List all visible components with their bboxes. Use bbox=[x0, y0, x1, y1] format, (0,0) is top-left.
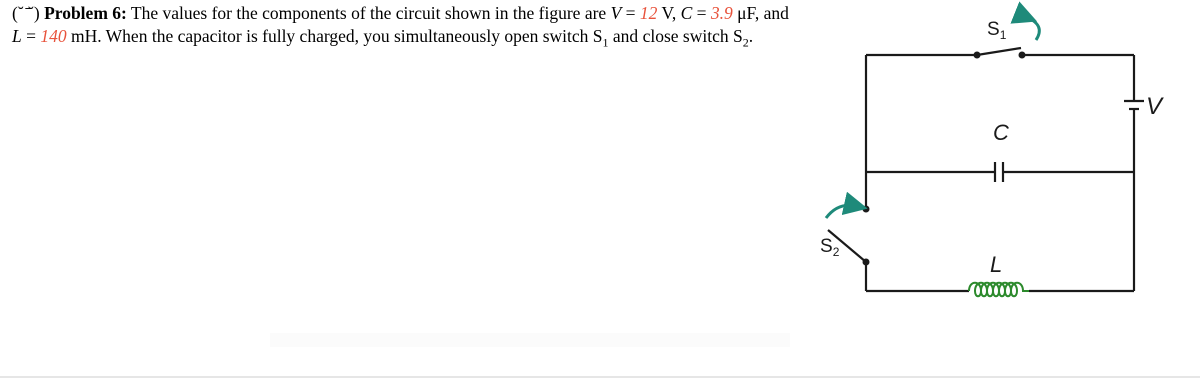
var-l: L bbox=[12, 25, 22, 46]
circuit-wires bbox=[828, 48, 1144, 291]
unit-v: V, bbox=[661, 3, 677, 23]
label-l: L bbox=[990, 252, 1003, 277]
switch-s2-contact-top bbox=[863, 206, 870, 213]
inductor-coil bbox=[969, 283, 1029, 297]
value-c: 3.9 bbox=[710, 3, 733, 23]
bottom-divider bbox=[0, 376, 1200, 378]
word-and: and bbox=[612, 25, 639, 46]
problem-heading: Problem 6: bbox=[44, 3, 127, 23]
value-v: 12 bbox=[639, 3, 658, 23]
switch-s1-arrow bbox=[1026, 17, 1039, 40]
switch-s2-contact-bottom bbox=[863, 259, 870, 266]
switch-s1-blade bbox=[977, 48, 1021, 55]
var-v: V bbox=[610, 3, 622, 23]
unit-l: mH. When the capacitor is fully charged, you simultaneously open switch S bbox=[70, 25, 603, 46]
sub-s2: 2 bbox=[742, 35, 749, 49]
value-l: 140 bbox=[40, 25, 67, 46]
unit-c: μF, and bbox=[737, 3, 789, 23]
problem-intro: The values for the components of the circuit shown in the figure are bbox=[130, 3, 607, 23]
label-v: V bbox=[1146, 93, 1163, 120]
label-s1: $S_1$ bbox=[987, 19, 1007, 42]
period: . bbox=[748, 25, 754, 46]
problem-face: (˘ ̄˘) bbox=[12, 3, 40, 23]
sub-s1: 1 bbox=[602, 35, 609, 49]
var-c: C bbox=[680, 3, 693, 23]
switch-s1-contact-left bbox=[974, 52, 981, 59]
switch-s2-arrow bbox=[826, 205, 856, 218]
close-text: close switch S bbox=[642, 25, 743, 46]
switch-s1-contact-right bbox=[1019, 52, 1026, 59]
label-s2: $S_2$ bbox=[820, 236, 840, 259]
problem-statement: (˘ ̄˘) Problem 6: The values for the components of the circuit shown in the figure are V = 12 V, C = 3.9 μF, and L = 140 mH. When the capacitor is fully charged, you simultaneously open switch $S_1$ and close switch $S_2$. bbox=[12, 3, 789, 49]
label-c: C bbox=[993, 120, 1009, 145]
